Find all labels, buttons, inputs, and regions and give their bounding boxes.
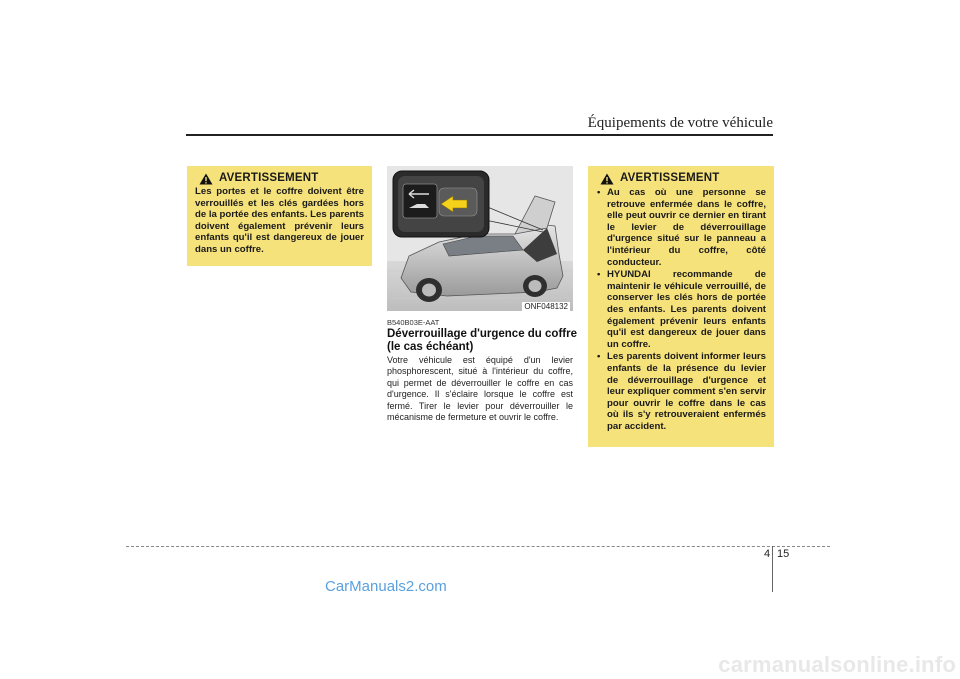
warning-list-item: • Les parents doivent informer leurs enfants de la présence du levier de déverrouillage d'urgence et leur expliquer comment s'en servir pour ouvrir le coffre dans le cas où ils s'y retrouveraient enfermés par accident. (597, 351, 766, 432)
warning-text: Les portes et le coffre doivent être verrouillés et les clés gardées hors de la portée des enfants. Les parents doivent également prévenir leurs enfants qu'il est dangereux de jouer dans un coffre. (195, 186, 365, 255)
section-body: Votre véhicule est équipé d'un levier phosphorescent, situé à l'intérieur du coffre, qui permet de déverrouiller le coffre en cas d'urgence. Il s'éclaire lorsque le coffre est fermé. Tirer le levier pour déverrouiller le mécanisme de fermeture et ouvrir le coffre. (387, 355, 573, 423)
warning-box-right (588, 166, 774, 447)
warning-header (596, 173, 766, 185)
footer-watermark: carmanualsonline.info (718, 652, 956, 677)
page-number: 15 (777, 548, 790, 560)
warning-box-left (187, 166, 372, 266)
watermark-link[interactable]: CarManuals2.com (325, 578, 447, 595)
figure-code: ONF048132 (524, 302, 568, 311)
trunk-release-figure (387, 166, 573, 311)
warning-title: AVERTISSEMENT (219, 172, 319, 185)
chapter-number: 4 (764, 548, 771, 560)
car-trunk-illustration (387, 166, 573, 311)
section-code: B540B03E-AAT (387, 318, 440, 327)
warning-list-item: • Au cas où une personne se retrouve enfermée dans le coffre, elle peut ouvrir ce dernier en tirant le levier de déverrouillage d'urgence situé sur le panneau a l'intérieur du coffre, côté conducteur. (597, 187, 766, 268)
warning-header (195, 173, 364, 185)
warning-title: AVERTISSEMENT (620, 172, 720, 185)
page-number-separator (772, 546, 773, 592)
section-title: Déverrouillage d'urgence du coffre (le cas échéant) (387, 328, 577, 353)
warning-list-item: • HYUNDAI recommande de maintenir le véhicule verrouillé, de conserver les clés hors de portée des enfants. Les parents doivent également prévenir leurs enfants qu'il est dangereux de jouer dans un coffre. (597, 269, 766, 350)
warning-list (596, 187, 766, 432)
footer-dashed-rule (126, 546, 830, 547)
warning-triangle-icon (600, 173, 614, 185)
warning-triangle-icon (199, 173, 213, 185)
page-header-title: Équipements de votre véhicule (587, 115, 773, 131)
header-rule (186, 134, 773, 136)
